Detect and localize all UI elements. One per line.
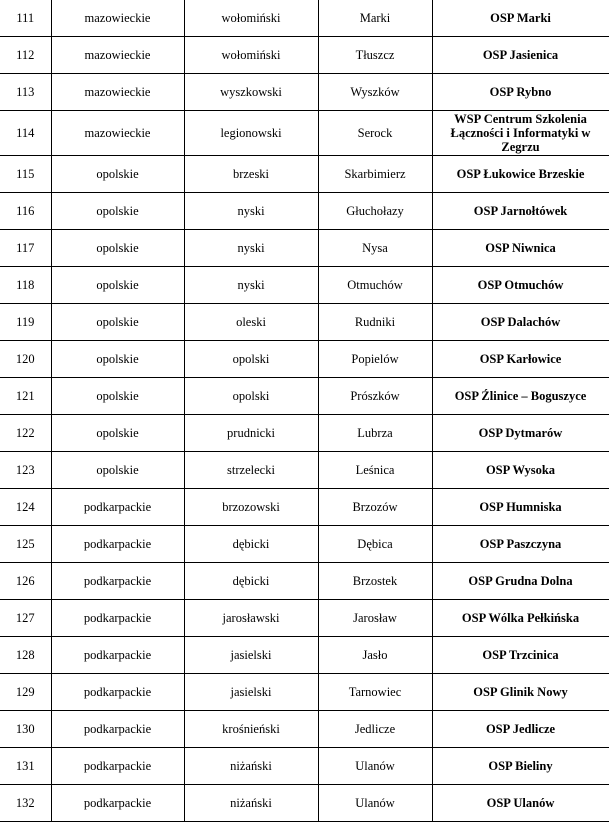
county-cell: strzelecki — [184, 452, 318, 489]
county-cell: brzeski — [184, 156, 318, 193]
county-cell: dębicki — [184, 526, 318, 563]
county-cell: oleski — [184, 304, 318, 341]
table-row — [0, 711, 609, 748]
municipality-cell: Nysa — [318, 230, 432, 267]
county-cell: krośnieński — [184, 711, 318, 748]
row-number: 123 — [0, 452, 51, 489]
municipality-cell: Wyszków — [318, 74, 432, 111]
table-row — [0, 785, 609, 822]
voivodeship-cell: podkarpackie — [51, 563, 184, 600]
municipality-cell: Skarbimierz — [318, 156, 432, 193]
table-row — [0, 0, 609, 37]
municipality-cell: Lubrza — [318, 415, 432, 452]
row-number: 119 — [0, 304, 51, 341]
voivodeship-cell: mazowieckie — [51, 74, 184, 111]
county-cell: wołomiński — [184, 0, 318, 37]
table-row — [0, 267, 609, 304]
unit-name-cell: OSP Otmuchów — [432, 267, 609, 304]
voivodeship-cell: podkarpackie — [51, 600, 184, 637]
county-cell: niżański — [184, 748, 318, 785]
municipality-cell: Ulanów — [318, 785, 432, 822]
county-cell: nyski — [184, 230, 318, 267]
unit-name-cell: OSP Wólka Pełkińska — [432, 600, 609, 637]
unit-name-cell: OSP Glinik Nowy — [432, 674, 609, 711]
unit-name-cell: OSP Jarnołtówek — [432, 193, 609, 230]
table-row — [0, 304, 609, 341]
unit-name-cell: OSP Humniska — [432, 489, 609, 526]
voivodeship-cell: podkarpackie — [51, 526, 184, 563]
voivodeship-cell: podkarpackie — [51, 711, 184, 748]
row-number: 132 — [0, 785, 51, 822]
county-cell: jasielski — [184, 637, 318, 674]
table-row — [0, 600, 609, 637]
row-number: 125 — [0, 526, 51, 563]
row-number: 111 — [0, 0, 51, 37]
unit-name-cell: OSP Łukowice Brzeskie — [432, 156, 609, 193]
row-number: 117 — [0, 230, 51, 267]
row-number: 118 — [0, 267, 51, 304]
table-row — [0, 415, 609, 452]
county-cell: legionowski — [184, 111, 318, 156]
table-row — [0, 489, 609, 526]
unit-name-cell: WSP Centrum Szkolenia Łączności i Informatyki w Zegrzu — [432, 111, 609, 156]
row-number: 120 — [0, 341, 51, 378]
municipality-cell: Marki — [318, 0, 432, 37]
municipality-cell: Tarnowiec — [318, 674, 432, 711]
voivodeship-cell: podkarpackie — [51, 489, 184, 526]
municipality-cell: Tłuszcz — [318, 37, 432, 74]
voivodeship-cell: opolskie — [51, 230, 184, 267]
row-number: 127 — [0, 600, 51, 637]
row-number: 129 — [0, 674, 51, 711]
row-number: 124 — [0, 489, 51, 526]
voivodeship-cell: podkarpackie — [51, 637, 184, 674]
municipality-cell: Otmuchów — [318, 267, 432, 304]
municipality-cell: Dębica — [318, 526, 432, 563]
unit-name-cell: OSP Grudna Dolna — [432, 563, 609, 600]
voivodeship-cell: mazowieckie — [51, 0, 184, 37]
table-row — [0, 452, 609, 489]
voivodeship-cell: podkarpackie — [51, 785, 184, 822]
table-row — [0, 637, 609, 674]
county-cell: nyski — [184, 193, 318, 230]
unit-name-cell: OSP Karłowice — [432, 341, 609, 378]
county-cell: opolski — [184, 378, 318, 415]
unit-name-cell: OSP Trzcinica — [432, 637, 609, 674]
municipality-cell: Leśnica — [318, 452, 432, 489]
unit-name-cell: OSP Paszczyna — [432, 526, 609, 563]
unit-name-cell: OSP Niwnica — [432, 230, 609, 267]
municipality-cell: Jedlicze — [318, 711, 432, 748]
voivodeship-cell: opolskie — [51, 267, 184, 304]
municipality-cell: Serock — [318, 111, 432, 156]
row-number: 128 — [0, 637, 51, 674]
row-number: 115 — [0, 156, 51, 193]
county-cell: brzozowski — [184, 489, 318, 526]
table-row — [0, 341, 609, 378]
unit-name-cell: OSP Rybno — [432, 74, 609, 111]
unit-name-cell: OSP Dytmarów — [432, 415, 609, 452]
row-number: 131 — [0, 748, 51, 785]
county-cell: prudnicki — [184, 415, 318, 452]
municipality-cell: Rudniki — [318, 304, 432, 341]
table-row — [0, 74, 609, 111]
unit-name-cell: OSP Marki — [432, 0, 609, 37]
table-row — [0, 674, 609, 711]
county-cell: opolski — [184, 341, 318, 378]
table-row — [0, 526, 609, 563]
row-number: 130 — [0, 711, 51, 748]
voivodeship-cell: opolskie — [51, 193, 184, 230]
table-row — [0, 193, 609, 230]
county-cell: jarosławski — [184, 600, 318, 637]
table-row — [0, 37, 609, 74]
voivodeship-cell: mazowieckie — [51, 37, 184, 74]
municipality-cell: Ulanów — [318, 748, 432, 785]
row-number: 113 — [0, 74, 51, 111]
row-number: 112 — [0, 37, 51, 74]
unit-name-cell: OSP Dalachów — [432, 304, 609, 341]
municipality-cell: Jasło — [318, 637, 432, 674]
unit-name-cell: OSP Źlinice – Boguszyce — [432, 378, 609, 415]
row-number: 122 — [0, 415, 51, 452]
row-number: 116 — [0, 193, 51, 230]
county-cell: dębicki — [184, 563, 318, 600]
table-row — [0, 563, 609, 600]
municipality-cell: Brzozów — [318, 489, 432, 526]
voivodeship-cell: podkarpackie — [51, 674, 184, 711]
voivodeship-cell: opolskie — [51, 378, 184, 415]
unit-name-cell: OSP Ulanów — [432, 785, 609, 822]
voivodeship-cell: podkarpackie — [51, 748, 184, 785]
county-cell: wyszkowski — [184, 74, 318, 111]
unit-name-cell: OSP Wysoka — [432, 452, 609, 489]
row-number: 126 — [0, 563, 51, 600]
municipality-cell: Jarosław — [318, 600, 432, 637]
unit-name-cell: OSP Jasienica — [432, 37, 609, 74]
voivodeship-cell: opolskie — [51, 156, 184, 193]
municipality-cell: Brzostek — [318, 563, 432, 600]
municipality-cell: Popielów — [318, 341, 432, 378]
voivodeship-cell: opolskie — [51, 415, 184, 452]
county-cell: niżański — [184, 785, 318, 822]
row-number: 121 — [0, 378, 51, 415]
row-number: 114 — [0, 111, 51, 156]
unit-name-cell: OSP Bieliny — [432, 748, 609, 785]
voivodeship-cell: opolskie — [51, 452, 184, 489]
voivodeship-cell: opolskie — [51, 304, 184, 341]
table-row — [0, 230, 609, 267]
unit-name-cell: OSP Jedlicze — [432, 711, 609, 748]
municipality-cell: Głuchołazy — [318, 193, 432, 230]
table-row — [0, 378, 609, 415]
table-row — [0, 156, 609, 193]
county-cell: nyski — [184, 267, 318, 304]
table-row — [0, 111, 609, 156]
table-row — [0, 748, 609, 785]
county-cell: wołomiński — [184, 37, 318, 74]
voivodeship-cell: opolskie — [51, 341, 184, 378]
municipality-cell: Prószków — [318, 378, 432, 415]
county-cell: jasielski — [184, 674, 318, 711]
voivodeship-cell: mazowieckie — [51, 111, 184, 156]
